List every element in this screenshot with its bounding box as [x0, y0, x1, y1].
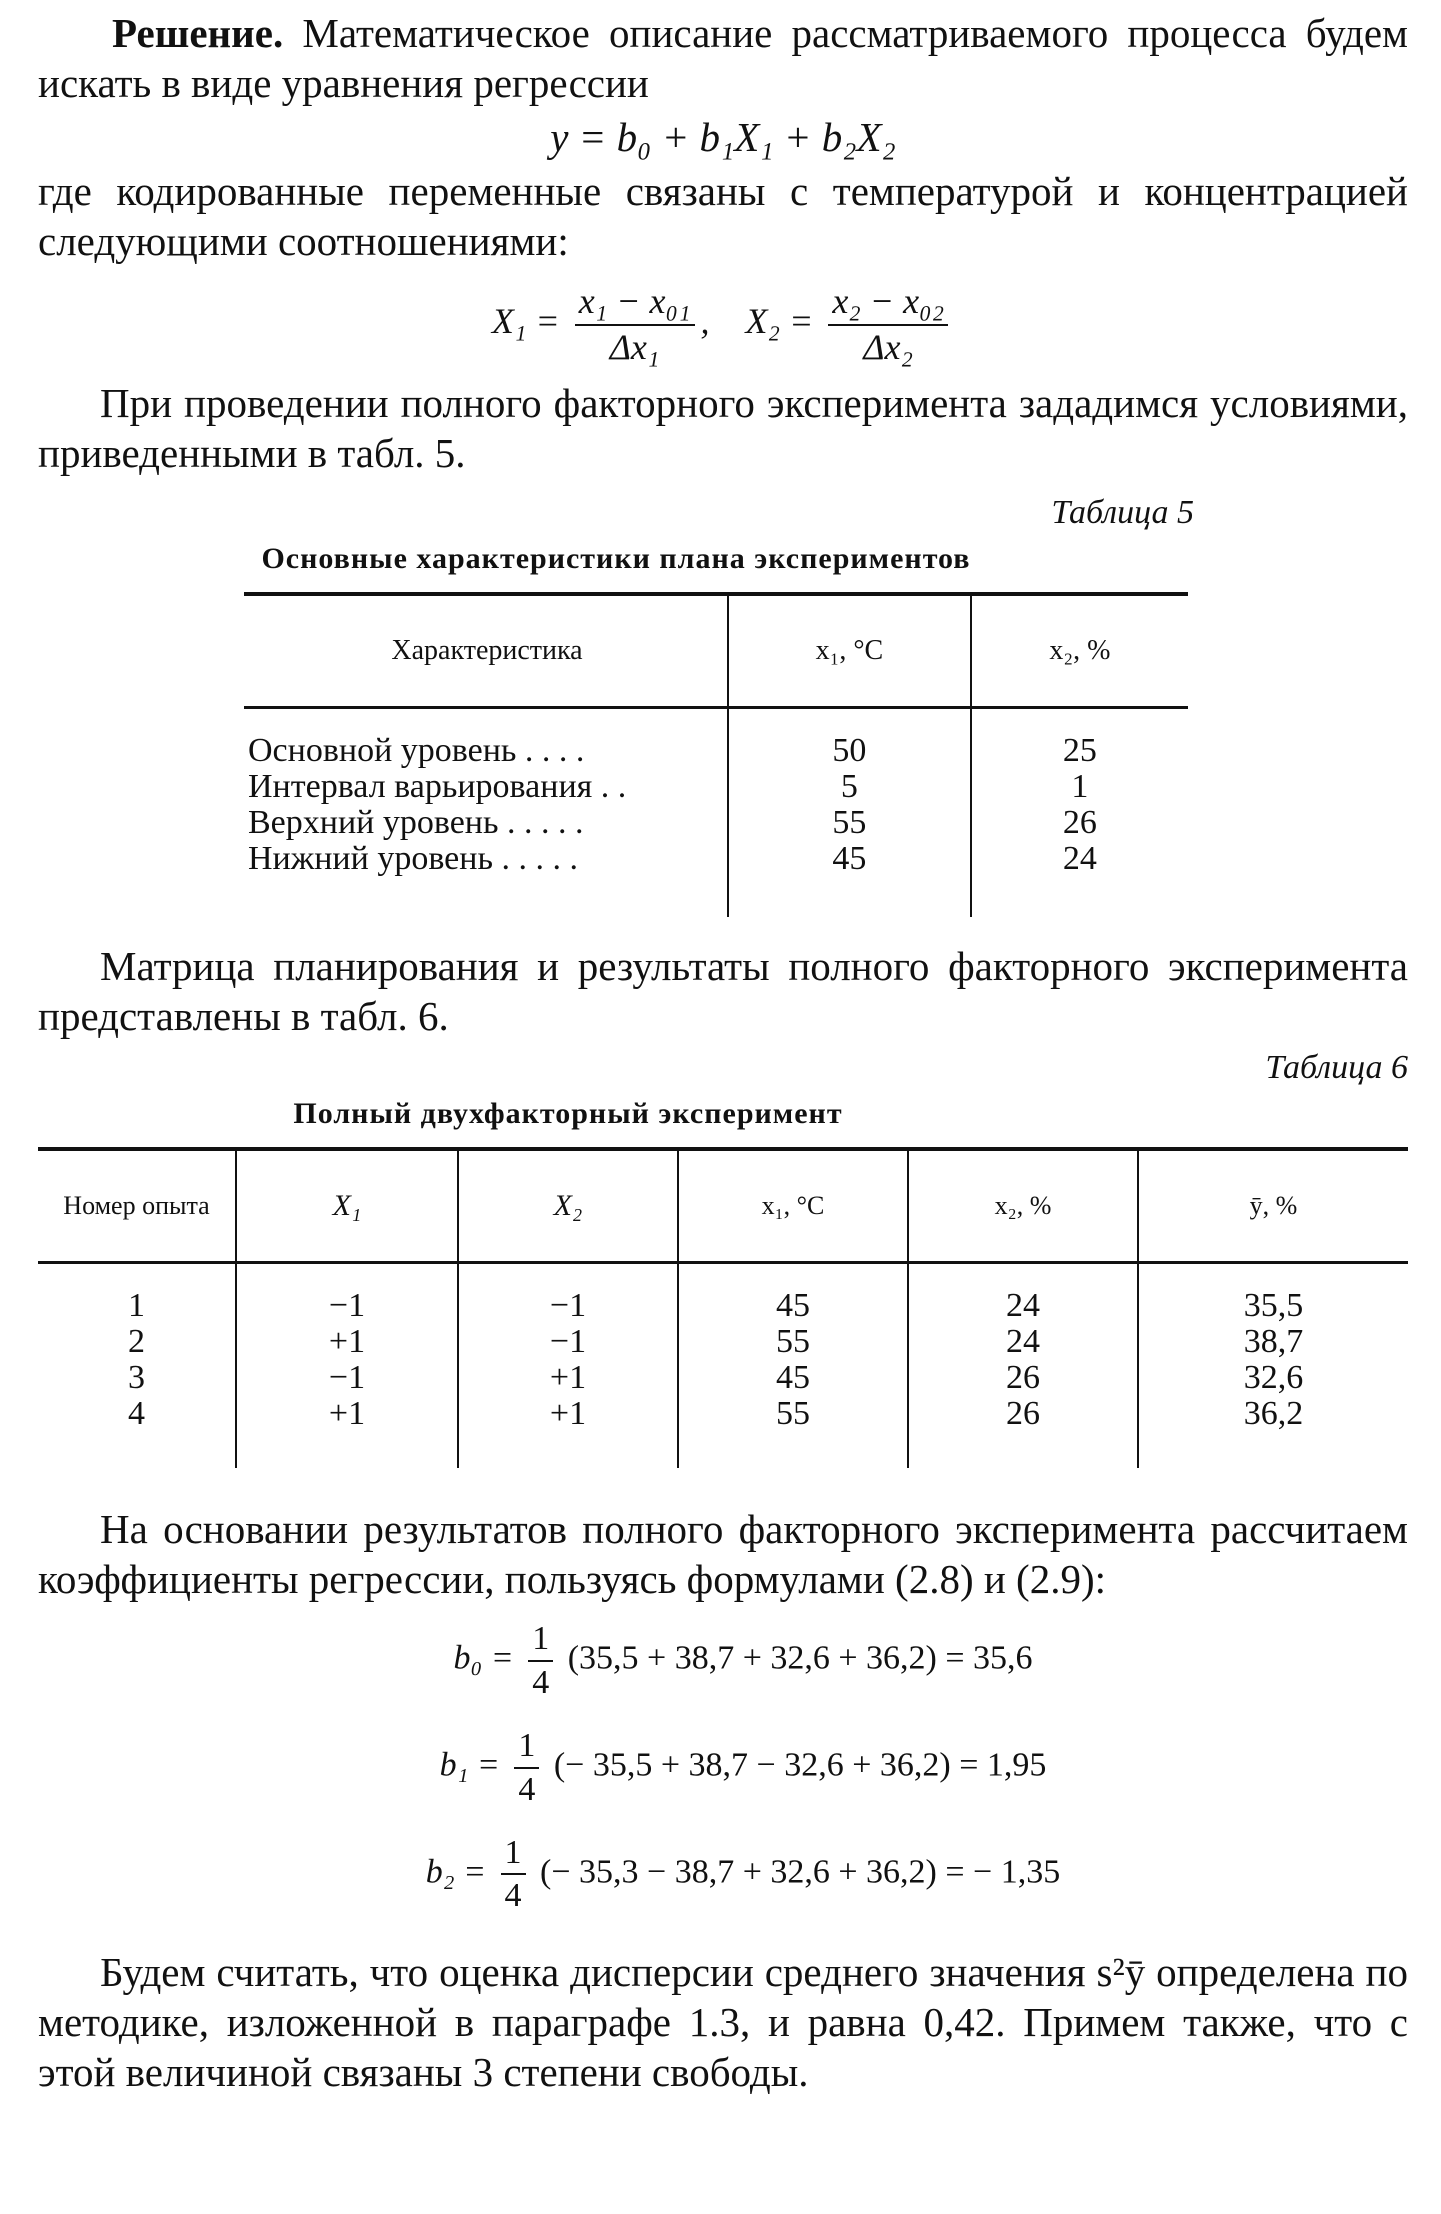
b0-lhs: b₀ = — [453, 1639, 514, 1677]
table6-cell: +1 — [236, 1324, 458, 1360]
table5-cell: Основной уровень . . . . — [248, 731, 585, 769]
table-row — [244, 733, 1188, 769]
b0-fraction — [528, 1618, 553, 1703]
table6-cell: +1 — [236, 1396, 458, 1432]
table5-cell: Нижний уровень . . . . . — [248, 839, 578, 877]
table6-cell: 32,6 — [1138, 1360, 1408, 1396]
table5-title: Основные характеристики плана экспериментов — [261, 542, 971, 576]
b1-numerator: 1 — [514, 1725, 539, 1768]
solution-lead: Решение. — [112, 10, 284, 56]
table5 — [244, 592, 1188, 917]
b1-rhs: (− 35,5 + 38,7 − 32,6 + 36,2) = 1,95 — [553, 1746, 1047, 1784]
table6-cell: 4 — [128, 1395, 145, 1433]
table5-cell: 5 — [728, 769, 971, 805]
table5-cell: 45 — [728, 841, 971, 877]
table6-cell: 26 — [908, 1396, 1138, 1432]
b2-numerator: 1 — [501, 1832, 526, 1875]
table6-cell: −1 — [458, 1288, 678, 1324]
coding-separator: , — [700, 301, 710, 342]
table6-header: Номер опыта — [38, 1149, 236, 1263]
table6-cell: 1 — [128, 1287, 145, 1325]
table6 — [38, 1147, 1408, 1468]
x1-denominator: Δx₁ — [609, 326, 660, 367]
b0-rhs: (35,5 + 38,7 + 32,6 + 36,2) = 35,6 — [567, 1639, 1033, 1677]
table-row — [38, 1396, 1408, 1432]
coefficient-b1 — [78, 1725, 1408, 1810]
x2-lhs: X₂ = — [745, 301, 814, 342]
table6-cell: 45 — [678, 1360, 908, 1396]
x1-numerator: x₁ − x₀₁ — [575, 280, 695, 326]
conditions-paragraph: При проведении полного факторного эксперимента зададимся условиями, приведенными в табл. 5. — [38, 379, 1408, 476]
table6-cell: 36,2 — [1138, 1396, 1408, 1432]
table5-caption: Таблица 5 — [1051, 493, 1194, 531]
table6-cell: 55 — [678, 1324, 908, 1360]
table5-cell: 55 — [728, 805, 971, 841]
intro-text: Математическое описание рассматриваемого процесса будем искать в виде уравнения регрессии — [38, 10, 1408, 107]
b1-denominator: 4 — [518, 1770, 536, 1808]
table6-cell: 38,7 — [1138, 1324, 1408, 1360]
coded-variables-paragraph: где кодированные переменные связаны с температурой и концентрацией следующими соотношениями: — [38, 168, 1408, 265]
b0-numerator: 1 — [528, 1618, 553, 1661]
coefficients-paragraph: На основании результатов полного факторного эксперимента рассчитаем коэффициенты регрессии, пользуясь формулами (2.8) и (2.9): — [38, 1506, 1408, 1603]
document-page — [38, 8, 1408, 2097]
table6-cell: 55 — [678, 1396, 908, 1432]
table-row — [244, 769, 1188, 805]
x2-numerator: x₂ − x₀₂ — [828, 280, 948, 326]
table6-cell: 24 — [908, 1324, 1138, 1360]
matrix-paragraph: Матрица планирования и результаты полного факторного эксперимента представлены в табл. 6. — [38, 942, 1408, 1039]
table5-header: x₁, °C — [728, 594, 971, 708]
table5-header: Характеристика — [244, 594, 728, 708]
coefficient-b2 — [78, 1832, 1408, 1917]
table6-cell: 24 — [908, 1288, 1138, 1324]
table6-cell: 45 — [678, 1288, 908, 1324]
regression-equation: y = b₀ + b₁X₁ + b₂X₂ — [550, 114, 896, 161]
table6-header: X₂ — [458, 1149, 678, 1263]
table6-cell: +1 — [458, 1360, 678, 1396]
b1-fraction — [514, 1725, 539, 1810]
table6-caption: Таблица 6 — [1265, 1049, 1408, 1087]
coding-equations — [38, 280, 1408, 370]
table-row — [244, 805, 1188, 841]
table6-cell: +1 — [458, 1396, 678, 1432]
b2-rhs: (− 35,3 − 38,7 + 32,6 + 36,2) = − 1,35 — [540, 1853, 1061, 1891]
table-row — [38, 1288, 1408, 1324]
table6-header: X₁ — [236, 1149, 458, 1263]
table5-header: x₂, % — [971, 594, 1188, 708]
table5-cell: 1 — [971, 769, 1188, 805]
table-row — [38, 1324, 1408, 1360]
table6-cell: 3 — [128, 1359, 145, 1397]
table5-cell: Интервал варьирования . . — [248, 767, 627, 805]
table6-cell: 26 — [908, 1360, 1138, 1396]
table5-cell: 24 — [971, 841, 1188, 877]
table6-header: x₂, % — [908, 1149, 1138, 1263]
table6-cell: −1 — [458, 1324, 678, 1360]
table6-header: ȳ, % — [1138, 1149, 1408, 1263]
table6-header-row — [38, 1149, 1408, 1263]
table6-header: x₁, °C — [678, 1149, 908, 1263]
b2-fraction — [501, 1832, 526, 1917]
table5-cell: Верхний уровень . . . . . — [248, 803, 584, 841]
table5-header-row — [244, 594, 1188, 708]
coefficient-b0 — [78, 1618, 1408, 1703]
b2-denominator: 4 — [504, 1877, 522, 1915]
table5-cell: 50 — [728, 733, 971, 769]
intro-paragraph — [38, 8, 1408, 108]
table-row — [38, 1360, 1408, 1396]
table5-cell: 25 — [971, 733, 1188, 769]
x2-denominator: Δx₂ — [863, 326, 914, 367]
variance-paragraph: Будем считать, что оценка дисперсии среднего значения s²ȳ определена по методике, изложенной в параграфе 1.3, и равна 0,42. Примем также, что с этой величиной связаны 3 степени свободы. — [38, 1948, 1408, 2095]
b2-lhs: b₂ = — [425, 1853, 487, 1891]
table6-cell: 2 — [128, 1323, 145, 1361]
table6-cell: −1 — [236, 1288, 458, 1324]
table-row — [244, 841, 1188, 877]
table6-cell: 35,5 — [1138, 1288, 1408, 1324]
table6-cell: −1 — [236, 1360, 458, 1396]
table5-cell: 26 — [971, 805, 1188, 841]
table6-title: Полный двухфакторный эксперимент — [293, 1097, 843, 1131]
x1-lhs: X₁ = — [491, 301, 560, 342]
b0-denominator: 4 — [532, 1663, 550, 1701]
x2-fraction — [828, 280, 948, 370]
b1-lhs: b₁ = — [439, 1746, 500, 1784]
x1-fraction — [575, 280, 695, 370]
